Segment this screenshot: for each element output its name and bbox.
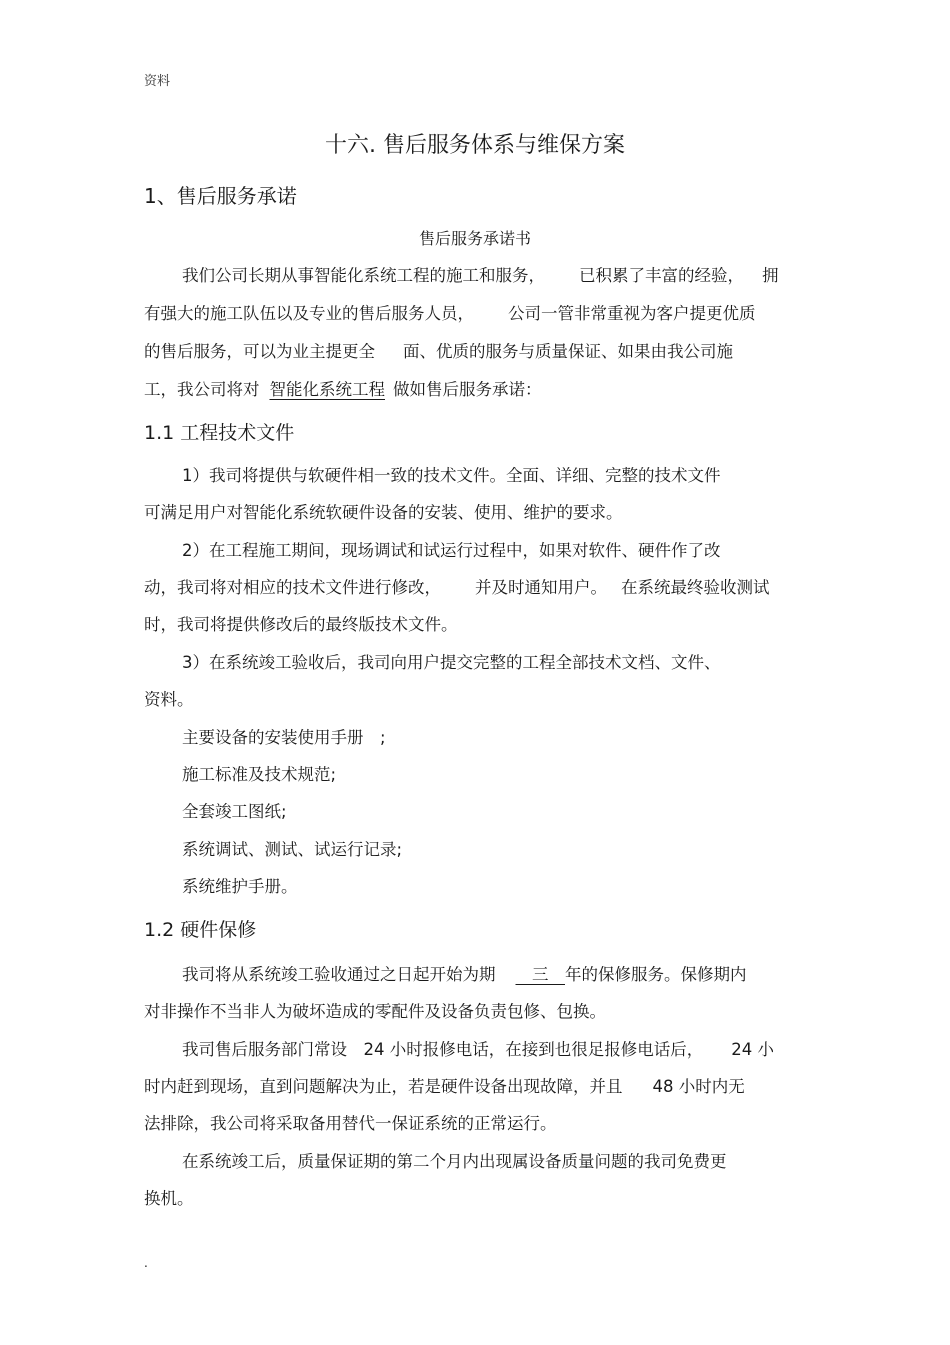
document-list-item: 系统维护手册。 [182, 877, 298, 896]
text-span: 在系统最终验收测试 [621, 578, 770, 597]
text-span: 面、优质的服务与质量保证、如果由我公司施 [403, 342, 733, 361]
document-list-item: 施工标准及技术规范; [182, 765, 337, 784]
document-list-item: 系统调试、测试、试运行记录; [182, 840, 403, 859]
paragraph-line [182, 262, 779, 286]
paragraph-line: 资料。 [144, 690, 194, 709]
text-span: 我们公司长期从事智能化系统工程的施工和服务， [182, 266, 545, 285]
paragraph-line [144, 300, 756, 324]
paragraph-line [144, 1073, 745, 1097]
text-span: 拥 [762, 266, 779, 285]
paragraph-line [182, 1036, 774, 1060]
paragraph-line [182, 961, 747, 985]
text-span: 动，我司将对相应的技术文件进行修改， [144, 578, 441, 597]
section-heading-1: 1、售后服务承诺 [144, 184, 297, 208]
paragraph-line [144, 574, 770, 598]
underlined-project-name: 智能化系统工程 [269, 380, 385, 399]
warranty-years-value: 三 [515, 965, 565, 984]
document-list-item: 主要设备的安装使用手册 ; [182, 728, 386, 747]
paragraph-line: 时，我司将提供修改后的最终版技术文件。 [144, 615, 458, 634]
text-span: 48 小时内无 [652, 1077, 745, 1096]
document-title: 十六. 售后服务体系与维保方案 [325, 133, 625, 158]
text-span: 的售后服务，可以为业主提更全 [144, 342, 375, 361]
paragraph-line: 在系统竣工后，质量保证期的第二个月内出现属设备质量问题的我司免费更 [182, 1152, 727, 1171]
text-span: 我司将从系统竣工验收通过之日起开始为期 [182, 965, 496, 984]
text-span: 24 小 [731, 1040, 774, 1059]
page-footer-mark: . [144, 1256, 148, 1270]
paragraph-line: 3）在系统竣工验收后，我司向用户提交完整的工程全部技术文档、文件、 [182, 653, 721, 672]
paragraph-line: 换机。 [144, 1189, 194, 1208]
text-span: 做如售后服务承诺： [393, 380, 542, 399]
paragraph-line: 法排除，我公司将采取备用替代一保证系统的正常运行。 [144, 1114, 557, 1133]
text-span: 公司一管非常重视为客户提更优质 [508, 304, 756, 323]
paragraph-line: 2）在工程施工期间，现场调试和试运行过程中，如果对软件、硬件作了改 [182, 541, 721, 560]
section-heading-1-1: 1.1 工程技术文件 [144, 422, 295, 444]
paragraph-line [144, 376, 542, 400]
paragraph-line [144, 338, 733, 362]
text-span: 我司售后服务部门常设 24 小时报修电话，在接到也很足报修电话后， [182, 1040, 704, 1059]
paragraph-line: 可满足用户对智能化系统软硬件设备的安装、使用、维护的要求。 [144, 503, 623, 522]
paragraph-line: 1）我司将提供与软硬件相一致的技术文件。全面、详细、完整的技术文件 [182, 466, 721, 485]
text-span: 时内赶到现场，直到问题解决为止，若是硬件设备出现故障，并且 [144, 1077, 623, 1096]
paragraph-line: 对非操作不当非人为破坏造成的零配件及设备负责包修、包换。 [144, 1002, 606, 1021]
commitment-subtitle: 售后服务承诺书 [418, 229, 531, 248]
page-header-label: 资料 [144, 74, 171, 89]
text-span: 年的保修服务。保修期内 [565, 965, 747, 984]
text-span: 并及时通知用户。 [475, 578, 607, 597]
section-heading-1-2: 1.2 硬件保修 [144, 919, 257, 941]
text-span: 工，我公司将对 [144, 380, 260, 399]
text-span: 已积累了丰富的经验， [579, 266, 744, 285]
text-span: 有强大的施工队伍以及专业的售后服务人员， [144, 304, 474, 323]
document-list-item: 全套竣工图纸; [182, 802, 287, 821]
